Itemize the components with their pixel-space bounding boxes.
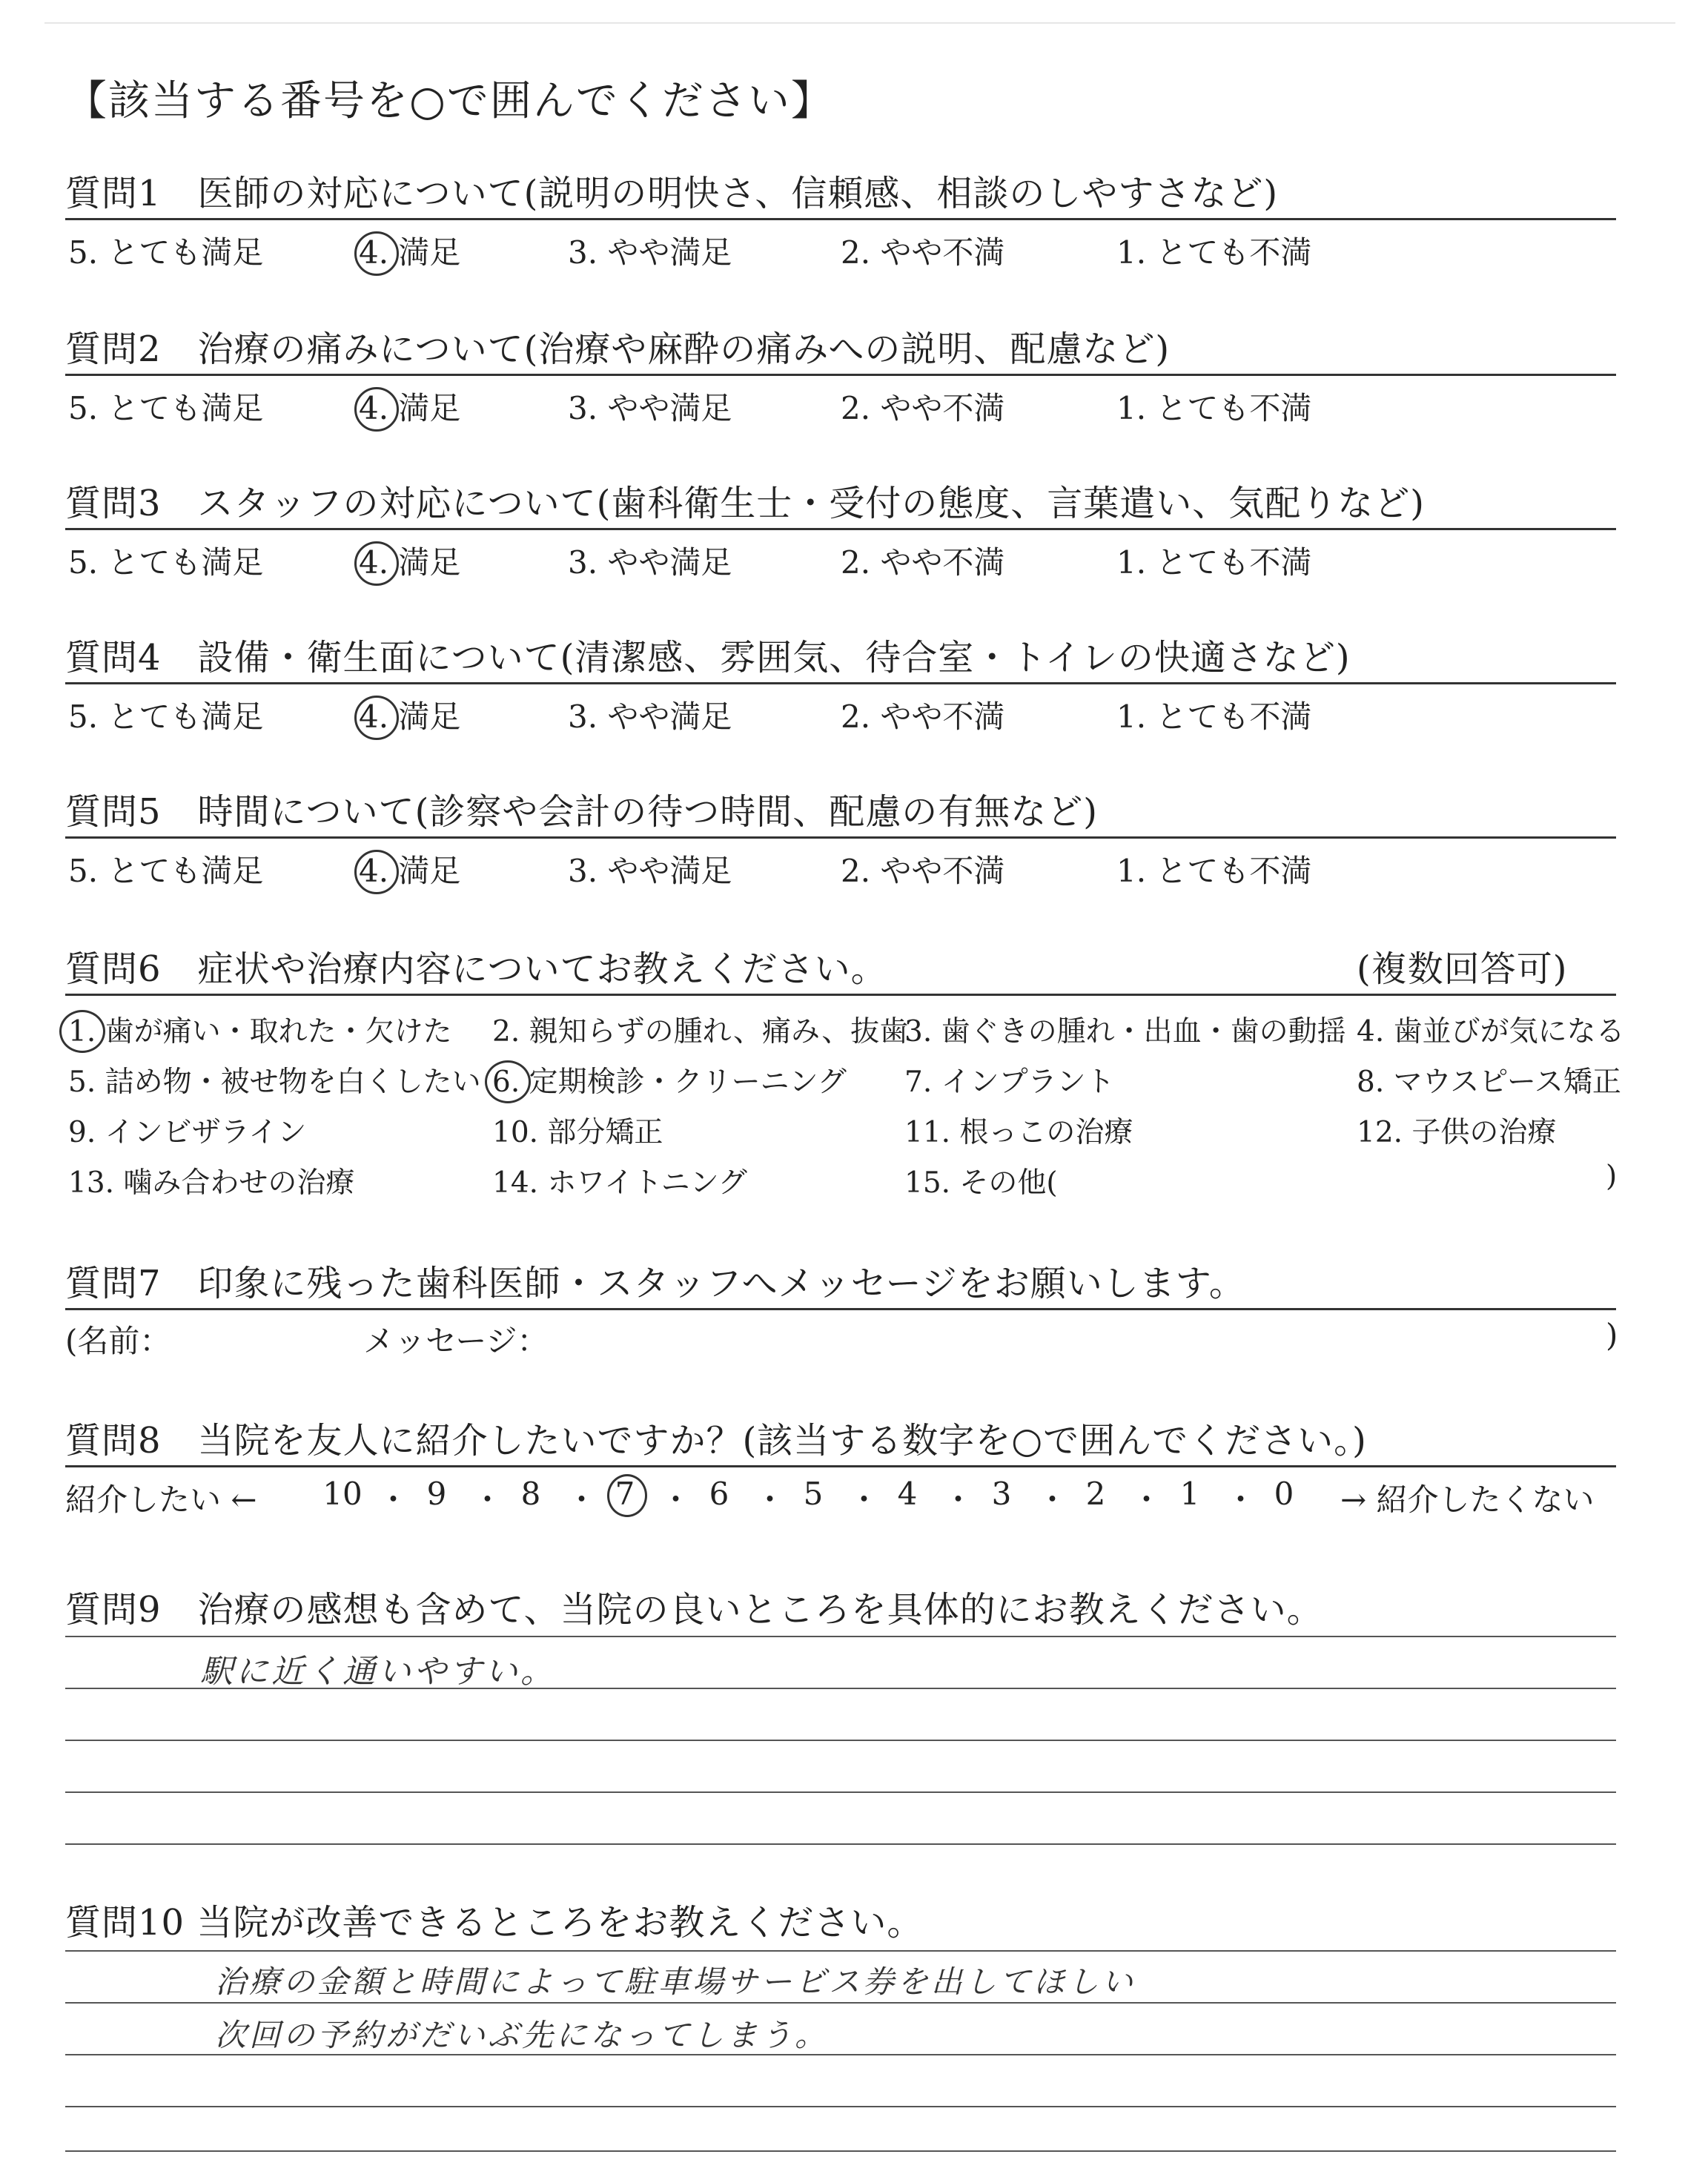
q5-option-4[interactable]: 4. 満足 <box>359 853 461 889</box>
q8-scale-9[interactable]: 9 <box>426 1476 447 1512</box>
q3-option-1[interactable]: 1. とても不満 <box>1116 544 1312 581</box>
q6-option-6[interactable]: 6. 定期検診・クリーニング <box>492 1066 847 1099</box>
q6-option-2[interactable]: 2. 親知らずの腫れ、痛み、抜歯 <box>492 1015 909 1048</box>
q7-rule <box>65 1308 1616 1310</box>
q6-rule <box>65 994 1616 996</box>
q6-option-4[interactable]: 4. 歯並びが気になる <box>1357 1015 1625 1048</box>
q3-option-2[interactable]: 2. やや不満 <box>841 544 1005 581</box>
q1-option-3[interactable]: 3. やや満足 <box>568 234 732 271</box>
q5-option-1[interactable]: 1. とても不満 <box>1116 853 1312 889</box>
q8-scale-7[interactable]: 7 <box>615 1476 635 1512</box>
q9-line-3 <box>65 1740 1616 1741</box>
q6-option-9[interactable]: 9. インビザライン <box>68 1116 307 1149</box>
q2-option-4[interactable]: 4. 満足 <box>359 390 461 426</box>
q8-scale-1[interactable]: 1 <box>1179 1476 1200 1512</box>
q6-note: (複数回答可) <box>1357 948 1568 990</box>
q10-handwritten-answer-2: 次回の予約がだいぶ先になってしまう。 <box>215 2017 830 2053</box>
q8-scale-separator: ・ <box>754 1482 786 1518</box>
q8-right-label: → 紹介したくない <box>1340 1482 1595 1518</box>
q8-scale-10[interactable]: 10 <box>322 1476 363 1512</box>
q4-option-2[interactable]: 2. やや不満 <box>841 698 1005 735</box>
q8-scale-separator: ・ <box>1131 1482 1162 1518</box>
q7-message-label[interactable]: メッセージ： <box>363 1323 549 1359</box>
q4-rule <box>65 682 1616 684</box>
q8-left-label: 紹介したい ← <box>65 1482 257 1518</box>
q4-title: 質問4 設備・衛生面について(清潔感、雰囲気、待合室・トイレの快適さなど) <box>65 637 1351 678</box>
q5-option-5[interactable]: 5. とても満足 <box>68 853 264 889</box>
q1-selected-circle <box>354 231 399 276</box>
q9-line-5 <box>65 1843 1616 1845</box>
q3-option-5[interactable]: 5. とても満足 <box>68 544 264 581</box>
q8-scale-8[interactable]: 8 <box>520 1476 541 1512</box>
q8-scale-separator: ・ <box>471 1482 503 1518</box>
q4-selected-circle <box>354 696 399 740</box>
q4-option-5[interactable]: 5. とても満足 <box>68 698 264 735</box>
q5-selected-circle <box>354 850 399 894</box>
q2-option-1[interactable]: 1. とても不満 <box>1116 390 1312 426</box>
q6-option-15[interactable]: 15. その他( <box>904 1166 1058 1200</box>
q9-line-4 <box>65 1791 1616 1793</box>
q7-title: 質問7 印象に残った歯科医師・スタッフへメッセージをお願いします。 <box>65 1263 1245 1304</box>
q8-scale-separator: ・ <box>1225 1482 1257 1518</box>
q7-close-paren: ) <box>1606 1317 1618 1353</box>
scan-top-border <box>44 22 1675 24</box>
q5-rule <box>65 836 1616 839</box>
q8-scale-5[interactable]: 5 <box>803 1476 824 1512</box>
q9-title: 質問9 治療の感想も含めて、当院の良いところを具体的にお教えください。 <box>65 1589 1323 1631</box>
q8-title: 質問8 当院を友人に紹介したいですか？(該当する数字を○で囲んでください。) <box>65 1420 1367 1462</box>
q2-rule <box>65 374 1616 376</box>
q10-line-4 <box>65 2106 1616 2107</box>
q4-option-3[interactable]: 3. やや満足 <box>568 698 732 735</box>
q8-scale-4[interactable]: 4 <box>897 1476 918 1512</box>
q6-option-3[interactable]: 3. 歯ぐきの腫れ・出血・歯の動揺 <box>904 1015 1346 1048</box>
q8-scale-0[interactable]: 0 <box>1274 1476 1294 1512</box>
q10-title: 質問10 当院が改善できるところをお教えください。 <box>65 1902 924 1943</box>
q2-option-5[interactable]: 5. とても満足 <box>68 390 264 426</box>
q6-title: 質問6 症状や治療内容についてお教えください。 <box>65 948 887 990</box>
q3-rule <box>65 528 1616 530</box>
q8-scale-separator: ・ <box>660 1482 692 1518</box>
q10-line-2 <box>65 2002 1616 2004</box>
q2-selected-circle <box>354 387 399 432</box>
q1-option-5[interactable]: 5. とても満足 <box>68 234 264 271</box>
q8-scale-separator: ・ <box>848 1482 880 1518</box>
q8-scale-6[interactable]: 6 <box>709 1476 729 1512</box>
q4-option-4[interactable]: 4. 満足 <box>359 698 461 735</box>
q2-option-3[interactable]: 3. やや満足 <box>568 390 732 426</box>
q3-title: 質問3 スタッフの対応について(歯科衛生士・受付の態度、言葉遣い、気配りなど) <box>65 483 1426 524</box>
q6-option-14[interactable]: 14. ホワイトニング <box>492 1166 747 1200</box>
q9-line-1 <box>65 1636 1616 1637</box>
q2-option-2[interactable]: 2. やや不満 <box>841 390 1005 426</box>
q10-line-1 <box>65 1950 1616 1952</box>
q4-option-1[interactable]: 1. とても不満 <box>1116 698 1312 735</box>
q5-title: 質問5 時間について(診察や会計の待つ時間、配慮の有無など) <box>65 791 1099 833</box>
q1-option-1[interactable]: 1. とても不満 <box>1116 234 1312 271</box>
q8-selected-circle <box>607 1474 647 1517</box>
q5-option-2[interactable]: 2. やや不満 <box>841 853 1005 889</box>
q6-option-8[interactable]: 8. マウスピース矯正 <box>1357 1066 1621 1099</box>
q6-selected-circle-1 <box>59 1010 105 1053</box>
q2-title: 質問2 治療の痛みについて(治療や麻酔の痛みへの説明、配慮など) <box>65 328 1171 370</box>
q1-option-4[interactable]: 4. 満足 <box>359 234 461 271</box>
q6-option-10[interactable]: 10. 部分矯正 <box>492 1116 663 1149</box>
q10-line-5 <box>65 2150 1616 2152</box>
form-header: 【該当する番号を○で囲んでください】 <box>65 77 834 125</box>
q1-option-2[interactable]: 2. やや不満 <box>841 234 1005 271</box>
q8-scale-separator: ・ <box>566 1482 598 1518</box>
q8-scale-separator: ・ <box>377 1482 409 1518</box>
q8-scale-3[interactable]: 3 <box>991 1476 1012 1512</box>
q1-title: 質問1 医師の対応について(説明の明快さ、信頼感、相談のしやすさなど) <box>65 173 1279 214</box>
q6-option-1[interactable]: 1. 歯が痛い・取れた・欠けた <box>68 1015 452 1048</box>
q8-scale-separator: ・ <box>1036 1482 1068 1518</box>
q5-option-3[interactable]: 3. やや満足 <box>568 853 732 889</box>
q3-selected-circle <box>354 541 399 586</box>
q3-option-4[interactable]: 4. 満足 <box>359 544 461 581</box>
q6-option-5[interactable]: 5. 詰め物・被せ物を白くしたい <box>68 1066 481 1099</box>
q8-scale-2[interactable]: 2 <box>1085 1476 1106 1512</box>
q6-option-13[interactable]: 13. 噛み合わせの治療 <box>68 1166 355 1200</box>
q6-option-11[interactable]: 11. 根っこの治療 <box>904 1116 1133 1149</box>
q6-option-12[interactable]: 12. 子供の治療 <box>1357 1116 1557 1149</box>
q6-option-15-close: ) <box>1606 1160 1618 1193</box>
q7-name-label[interactable]: (名前： <box>65 1323 171 1359</box>
q9-handwritten-answer: 駅に近く通いやすい。 <box>200 1653 556 1691</box>
q6-option-7[interactable]: 7. インプラント <box>904 1066 1115 1099</box>
q10-handwritten-answer-1: 治療の金額と時間によって駐車場サービス券を出してほしい <box>215 1964 1136 2000</box>
q6-selected-circle-6 <box>485 1060 531 1103</box>
q8-scale-separator: ・ <box>942 1482 974 1518</box>
q3-option-3[interactable]: 3. やや満足 <box>568 544 732 581</box>
q1-rule <box>65 218 1616 220</box>
q8-rule <box>65 1465 1616 1467</box>
